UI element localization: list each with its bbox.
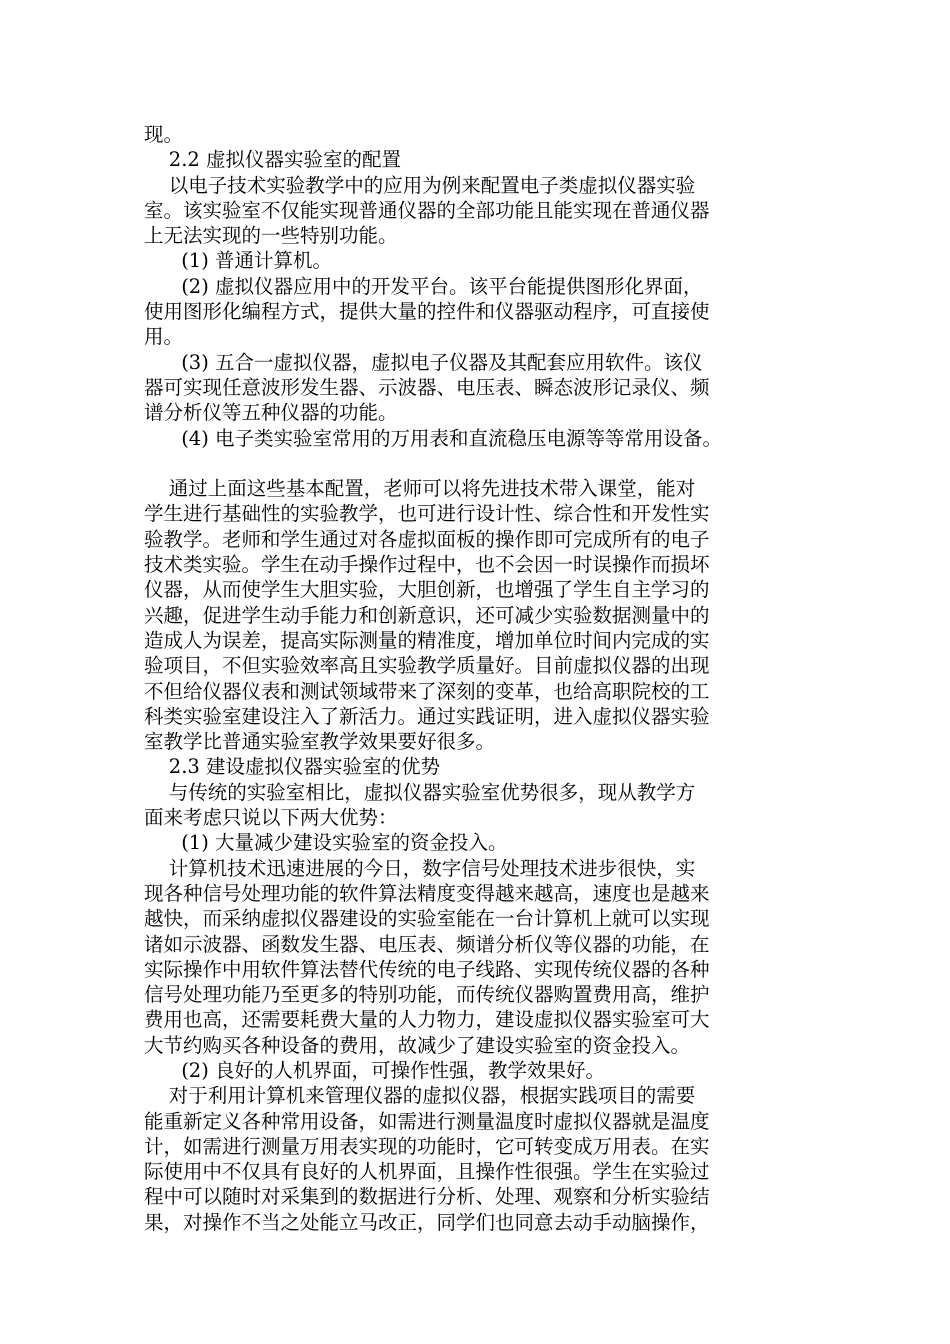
text-line: 对于利用计算机来管理仪器的虚拟仪器，根据实践项目的需要 [144, 1084, 696, 1108]
text-line: 程中可以随时对采集到的数据进行分析、处理、观察和分析实验结 [144, 1185, 710, 1209]
text-line: (4) 电子类实验室常用的万用表和直流稳压电源等等常用设备。 [144, 426, 723, 450]
text-line: 能重新定义各种常用设备，如需进行测量温度时虚拟仪器就是温度 [144, 1109, 710, 1133]
text-line: 现。 [144, 123, 184, 146]
text-line: 室教学比普通实验室教学效果要好很多。 [144, 730, 496, 754]
text-line: 谱分析仪等五种仪器的功能。 [144, 401, 398, 425]
text-line: 验教学。老师和学生通过对各虚拟面板的操作即可完成所有的电子 [144, 527, 710, 551]
text-line: 科类实验室建设注入了新活力。通过实践证明，进入虚拟仪器实验 [144, 704, 710, 728]
text-line: 兴趣，促进学生动手能力和创新意识，还可减少实验数据测量中的 [144, 603, 710, 627]
text-line: 计，如需进行测量万用表实现的功能时，它可转变成万用表。在实 [144, 1134, 710, 1158]
text-line: 实际操作中用软件算法替代传统的电子线路、实现传统仪器的各种 [144, 957, 710, 981]
text-line: 际使用中不仅具有良好的人机界面，且操作性很强。学生在实验过 [144, 1160, 710, 1184]
text-line: 验项目，不但实验效率高且实验教学质量好。目前虚拟仪器的出现 [144, 654, 710, 678]
text-line: 上无法实现的一些特别功能。 [144, 224, 398, 248]
text-line: 信号处理功能乃至更多的特别功能，而传统仪器购置费用高，维护 [144, 983, 710, 1007]
text-line: 诸如示波器、函数发生器、电压表、频谱分析仪等仪器的功能，在 [144, 932, 710, 956]
text-line: 大节约购买各种设备的费用，故减少了建设实验室的资金投入。 [144, 1033, 691, 1057]
blank-line [144, 451, 824, 476]
text-line: 与传统的实验室相比，虚拟仪器实验室优势很多，现从教学方 [144, 780, 696, 804]
text-line: (1) 大量减少建设实验室的资金投入。 [144, 831, 508, 855]
text-line: 通过上面这些基本配置，老师可以将先进技术带入课堂，能对 [144, 477, 696, 501]
text-line: 费用也高，还需要耗费大量的人力物力，建设虚拟仪器实验室可大 [144, 1008, 710, 1032]
text-line: 越快，而采纳虚拟仪器建设的实验室能在一台计算机上就可以实现 [144, 907, 710, 931]
text-line: 计算机技术迅速进展的今日，数字信号处理技术进步很快，实 [144, 856, 696, 880]
text-line: 现各种信号处理功能的软件算法精度变得越来越高，速度也是越来 [144, 881, 710, 905]
text-line: (3) 五合一虚拟仪器，虚拟电子仪器及其配套应用软件。该仪 [144, 350, 703, 374]
text-line: 不但给仪器仪表和测试领域带来了深刻的变革，也给高职院校的工 [144, 679, 710, 703]
document-page [144, 122, 824, 1235]
text-line: 用。 [144, 325, 184, 349]
text-line: 面来考虑只说以下两大优势： [144, 806, 398, 830]
text-line: 造成人为误差，提高实际测量的精准度，增加单位时间内完成的实 [144, 628, 710, 652]
text-line: 技术类实验。学生在动手操作过程中，也不会因一时误操作而损坏 [144, 553, 710, 577]
text-line: 器可实现任意波形发生器、示波器、电压表、瞬态波形记录仪、频 [144, 375, 710, 399]
text-line: 2.3 建设虚拟仪器实验室的优势 [144, 755, 441, 779]
text-line: 使用图形化编程方式，提供大量的控件和仪器驱动程序，可直接使 [144, 300, 710, 324]
text-line: 室。该实验室不仅能实现普通仪器的全部功能且能实现在普通仪器 [144, 198, 710, 222]
text-line: 果，对操作不当之处能立马改正，同学们也同意去动手动脑操作， [144, 1210, 710, 1234]
text-line: (2) 虚拟仪器应用中的开发平台。该平台能提供图形化界面， [144, 274, 703, 298]
text-line: (1) 普通计算机。 [144, 249, 333, 273]
text-line: 仪器，从而使学生大胆实验，大胆创新，也增强了学生自主学习的 [144, 578, 710, 602]
text-line: (2) 良好的人机界面，可操作性强，教学效果好。 [144, 1058, 606, 1082]
text-line: 以电子技术实验教学中的应用为例来配置电子类虚拟仪器实验 [144, 173, 696, 197]
text-line: 2.2 虚拟仪器实验室的配置 [144, 148, 402, 172]
text-line: 学生进行基础性的实验教学，也可进行设计性、综合性和开发性实 [144, 502, 710, 526]
